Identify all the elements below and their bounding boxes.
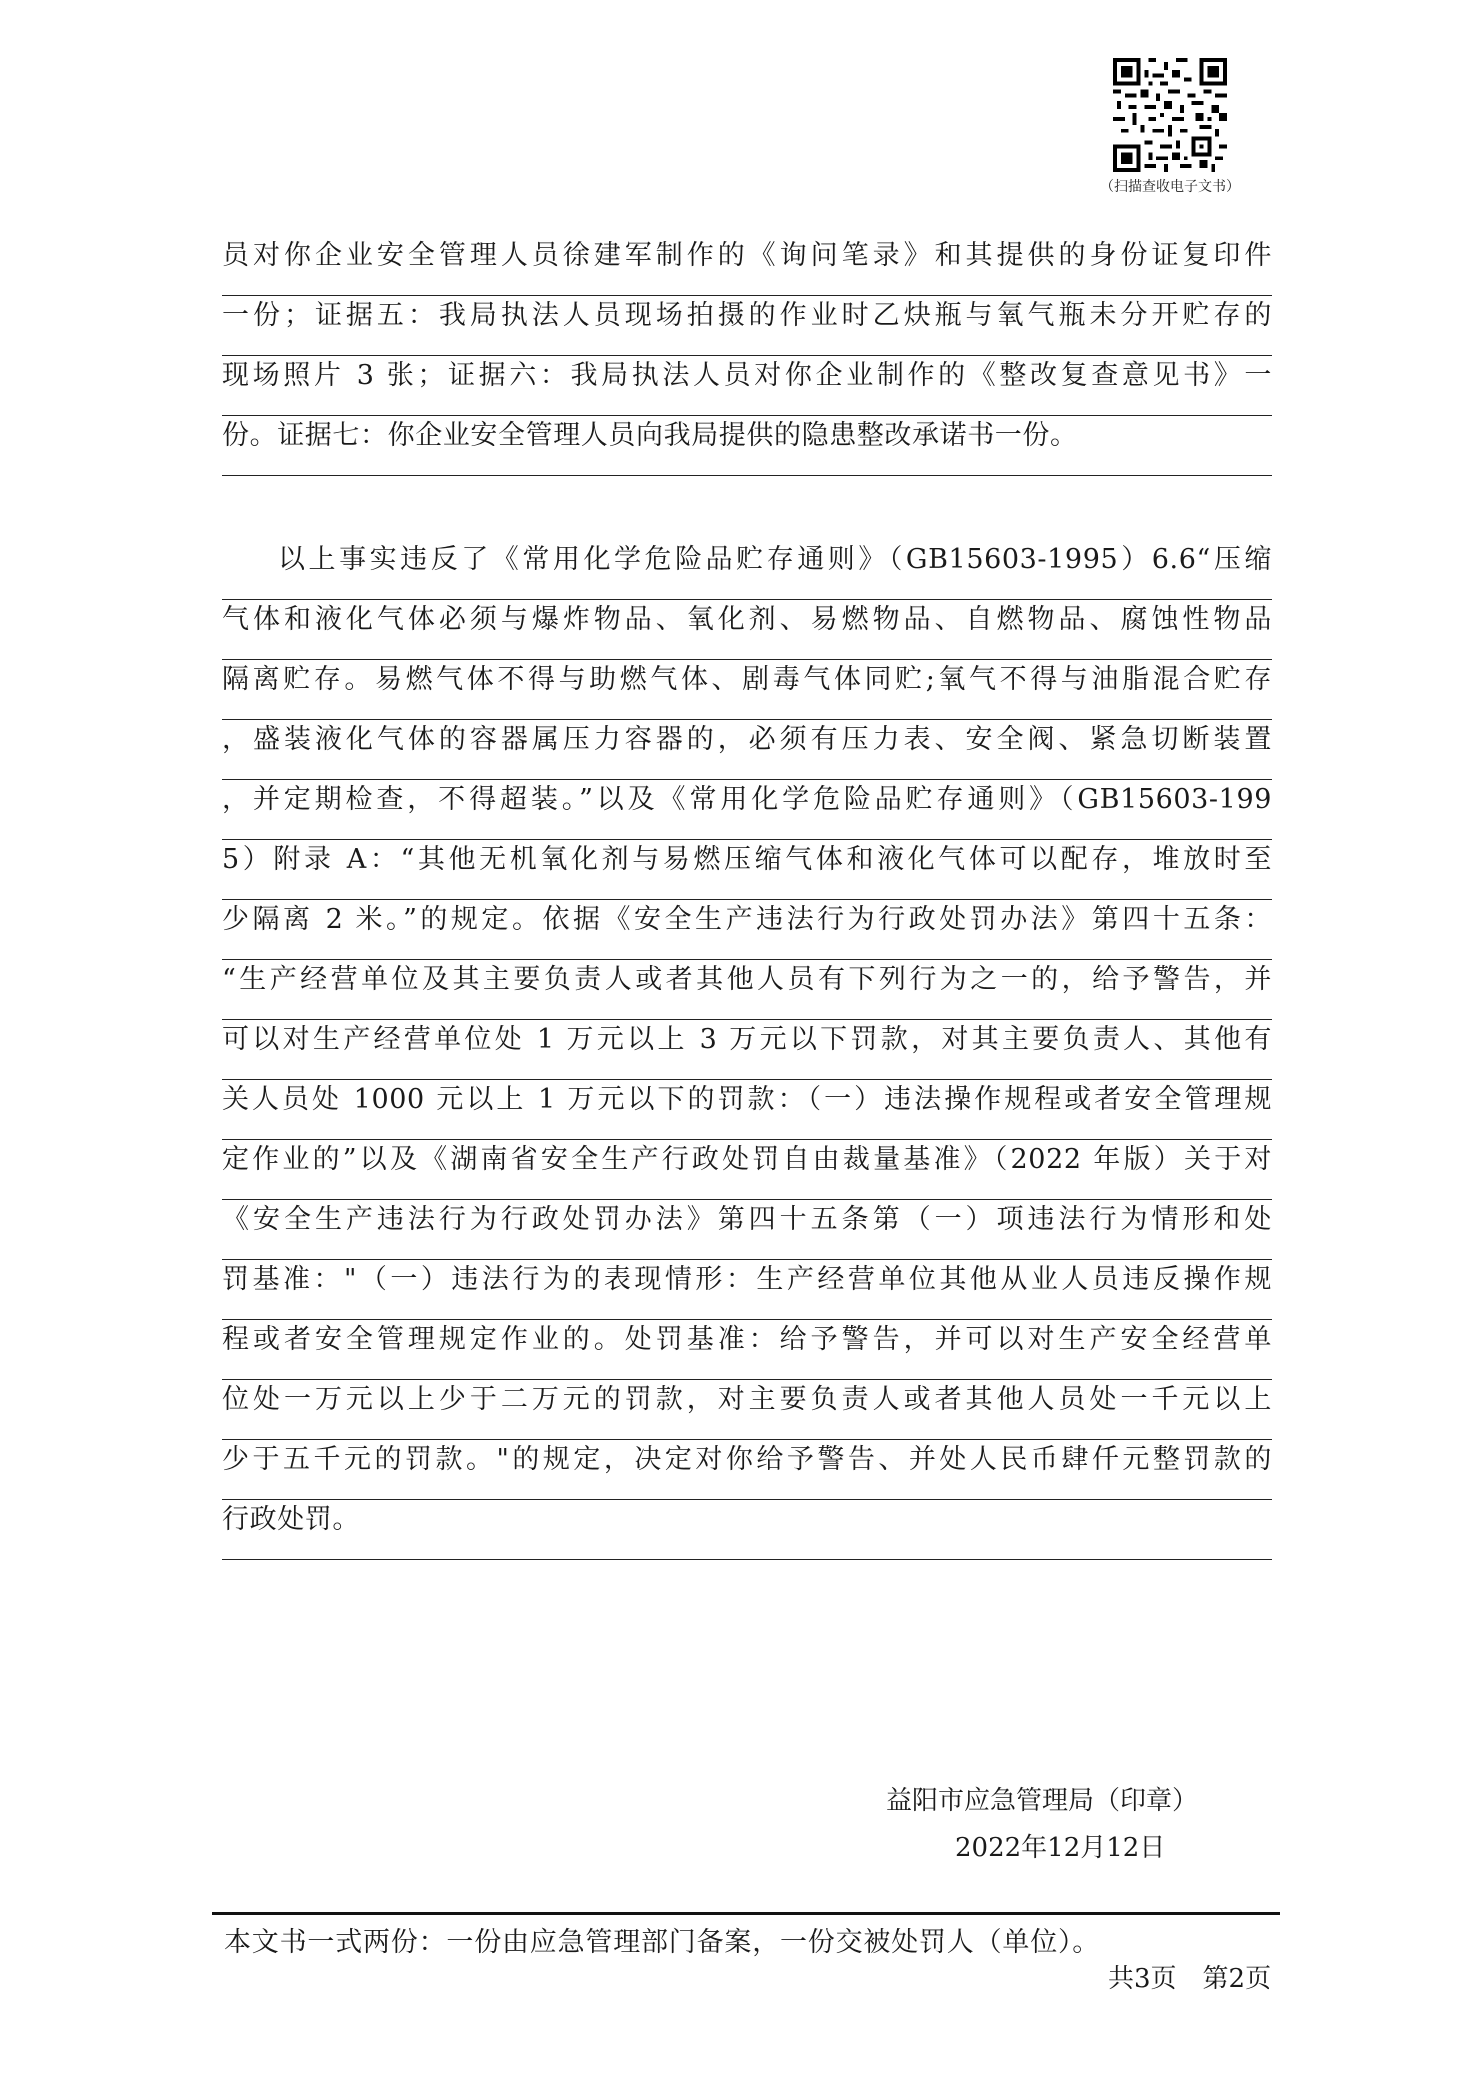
violation-line: 行政处罚。 bbox=[222, 1500, 1272, 1560]
violation-line: 《安全生产违法行为行政处罚办法》第四十五条第（一）项违法行为情形和处 bbox=[222, 1200, 1272, 1260]
violation-line: 少于五千元的罚款。"的规定，决定对你给予警告、并处人民币肆仟元整罚款的 bbox=[222, 1440, 1272, 1500]
issue-date: 2022年12月12日 bbox=[955, 1833, 1166, 1863]
footer-divider bbox=[212, 1912, 1280, 1915]
violation-line: 气体和液化气体必须与爆炸物品、氧化剂、易燃物品、自燃物品、腐蚀性物品 bbox=[222, 600, 1272, 660]
page-number: 共3页 第2页 bbox=[1108, 1964, 1272, 1994]
violation-line: 关人员处 1000 元以上 1 万元以下的罚款：（一）违法操作规程或者安全管理规 bbox=[222, 1080, 1272, 1140]
violation-line: 以上事实违反了《常用化学危险品贮存通则》（GB15603-1995）6.6“压缩 bbox=[222, 540, 1272, 600]
issuing-authority: 益阳市应急管理局（印章） bbox=[886, 1786, 1199, 1816]
violation-line: 罚基准："（一）违法行为的表现情形：生产经营单位其他从业人员违反操作规 bbox=[222, 1260, 1272, 1320]
violation-line: 位处一万元以上少于二万元的罚款，对主要负责人或者其他人员处一千元以上 bbox=[222, 1380, 1272, 1440]
violation-line: 程或者安全管理规定作业的。处罚基准：给予警告，并可以对生产安全经营单 bbox=[222, 1320, 1272, 1380]
qr-code-icon bbox=[1113, 58, 1227, 172]
evidence-line: 现场照片 3 张；证据六：我局执法人员对你企业制作的《整改复查意见书》一 bbox=[222, 356, 1272, 416]
footer-note: 本文书一式两份：一份由应急管理部门备案，一份交被处罚人（单位）。 bbox=[224, 1927, 1101, 1958]
violation-line: 5）附录 A：“其他无机氧化剂与易燃压缩气体和液化气体可以配存，堆放时至 bbox=[222, 840, 1272, 900]
evidence-line: 员对你企业安全管理人员徐建军制作的《询问笔录》和其提供的身份证复印件 bbox=[222, 236, 1272, 296]
violation-line: 隔离贮存。易燃气体不得与助燃气体、剧毒气体同贮;氧气不得与油脂混合贮存 bbox=[222, 660, 1272, 720]
violation-line: ，盛装液化气体的容器属压力容器的，必须有压力表、安全阀、紧急切断装置 bbox=[222, 720, 1272, 780]
violation-line: 少隔离 2 米。”的规定。依据《安全生产违法行为行政处罚办法》第四十五条： bbox=[222, 900, 1272, 960]
violation-line: 定作业的”以及《湖南省安全生产行政处罚自由裁量基准》（2022 年版）关于对 bbox=[222, 1140, 1272, 1200]
qr-caption: （扫描查收电子文书） bbox=[1100, 179, 1240, 195]
violation-line: “生产经营单位及其主要负责人或者其他人员有下列行为之一的，给予警告，并 bbox=[222, 960, 1272, 1020]
violation-line: 可以对生产经营单位处 1 万元以上 3 万元以下罚款，对其主要负责人、其他有 bbox=[222, 1020, 1272, 1080]
violation-line: ，并定期检查，不得超装。”以及《常用化学危险品贮存通则》（GB15603-199 bbox=[222, 780, 1272, 840]
evidence-line: 一份；证据五：我局执法人员现场拍摄的作业时乙炔瓶与氧气瓶未分开贮存的 bbox=[222, 296, 1272, 356]
evidence-line: 份。证据七：你企业安全管理人员向我局提供的隐患整改承诺书一份。 bbox=[222, 416, 1272, 476]
